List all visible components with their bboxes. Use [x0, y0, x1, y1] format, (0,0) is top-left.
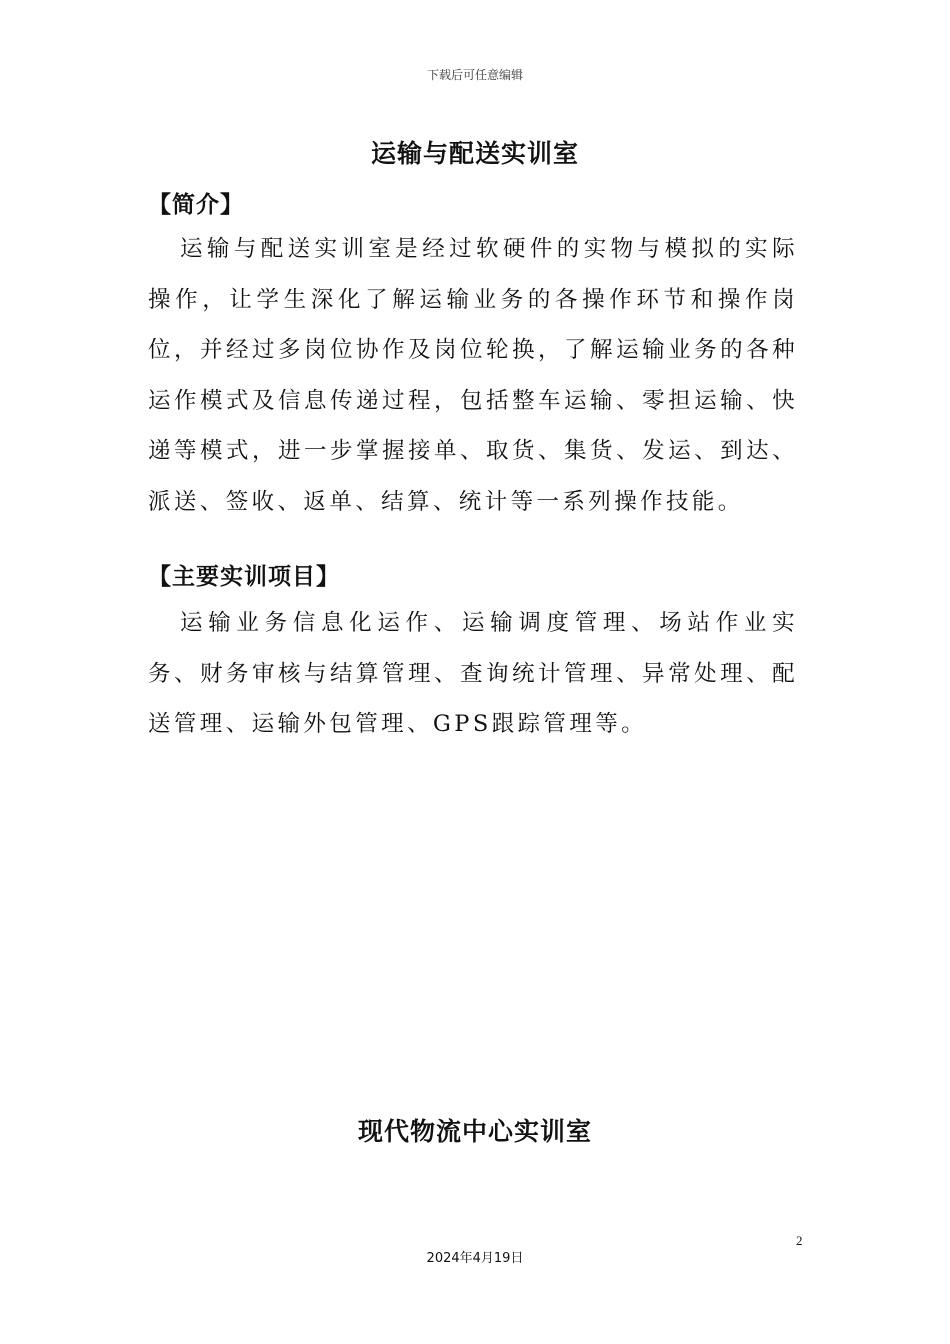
page-number: 2 [796, 1233, 803, 1248]
intro-heading: 【简介】 [148, 192, 244, 218]
page-header-note: 下载后可任意编辑 [426, 68, 523, 82]
section-title-transport: 运输与配送实训室 [370, 139, 579, 168]
projects-heading: 【主要实训项目】 [148, 564, 340, 590]
projects-paragraph: 运输业务信息化运作、运输调度管理、场站作业实务、财务审核与结算管理、查询统计管理、异常处理、配送管理、运输外包管理、GPS跟踪管理等。 [148, 610, 798, 737]
intro-paragraph: 运输与配送实训室是经过软硬件的实物与模拟的实际操作，让学生深化了解运输业务的各操作环节和操作岗位，并经过多岗位协作及岗位轮换，了解运输业务的各种运作模式及信息传递过程，包括整车运输、零担运输、快递等模式，进一步掌握接单、取货、集货、发运、到达、派送、签收、返单、结算、统计等一系列操作技能。 [148, 236, 798, 515]
footer-date: 2024年4月19日 [426, 1251, 524, 1266]
section-title-logistics-center: 现代物流中心实训室 [357, 1117, 592, 1146]
